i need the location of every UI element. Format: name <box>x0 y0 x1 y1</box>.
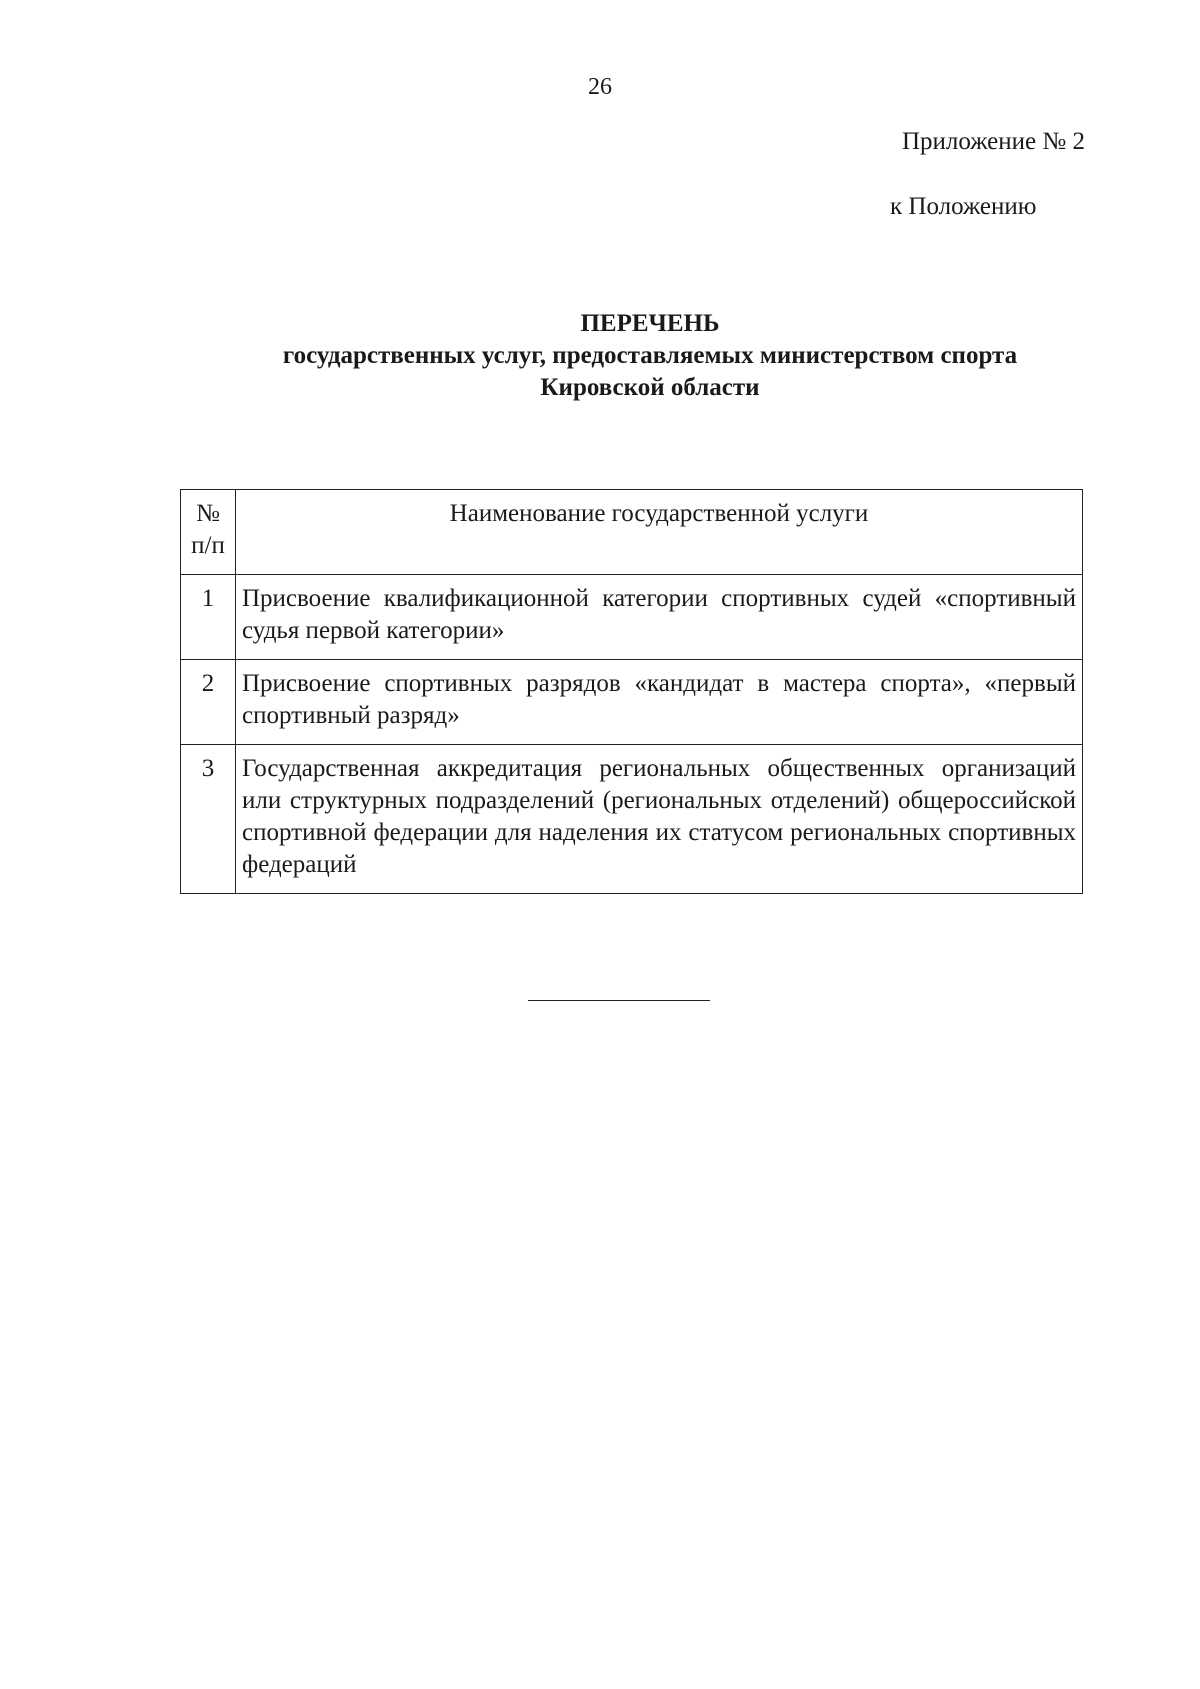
heading-subtitle-line1: государственных услуг, предоставляемых министерством спорта <box>282 342 1018 369</box>
header-number-abbr: п/п <box>191 532 225 559</box>
table-header-row <box>181 490 1083 575</box>
row-number: 3 <box>181 745 236 894</box>
appendix-reference: к Положению <box>890 193 1037 220</box>
row-number: 1 <box>181 575 236 660</box>
row-service-name: Присвоение квалификационной категории спортивных судей «спортивный судья первой категории» <box>236 575 1083 660</box>
appendix-title: Приложение № 2 <box>901 128 1085 155</box>
page-number: 26 <box>588 74 612 100</box>
heading-subtitle-line2: Кировской области <box>540 374 760 401</box>
table-row <box>181 575 1083 660</box>
end-divider <box>528 1000 710 1001</box>
row-service-name: Присвоение спортивных разрядов «кандидат в мастера спорта», «первый спортивный разряд» <box>236 660 1083 745</box>
header-number-cell <box>181 490 236 575</box>
header-number-symbol: № <box>196 500 220 527</box>
services-table <box>180 489 1083 894</box>
table-row <box>181 660 1083 745</box>
table-row <box>181 745 1083 894</box>
row-number: 2 <box>181 660 236 745</box>
header-name-cell: Наименование государственной услуги <box>236 490 1083 575</box>
row-service-name: Государственная аккредитация региональных общественных организаций или структурных подразделений (региональных отделений) общероссийской спортивной федерации для наделения их статусом региональных спортивных федераций <box>236 745 1083 894</box>
heading-title: ПЕРЕЧЕНЬ <box>580 310 720 337</box>
document-heading <box>0 308 1200 404</box>
